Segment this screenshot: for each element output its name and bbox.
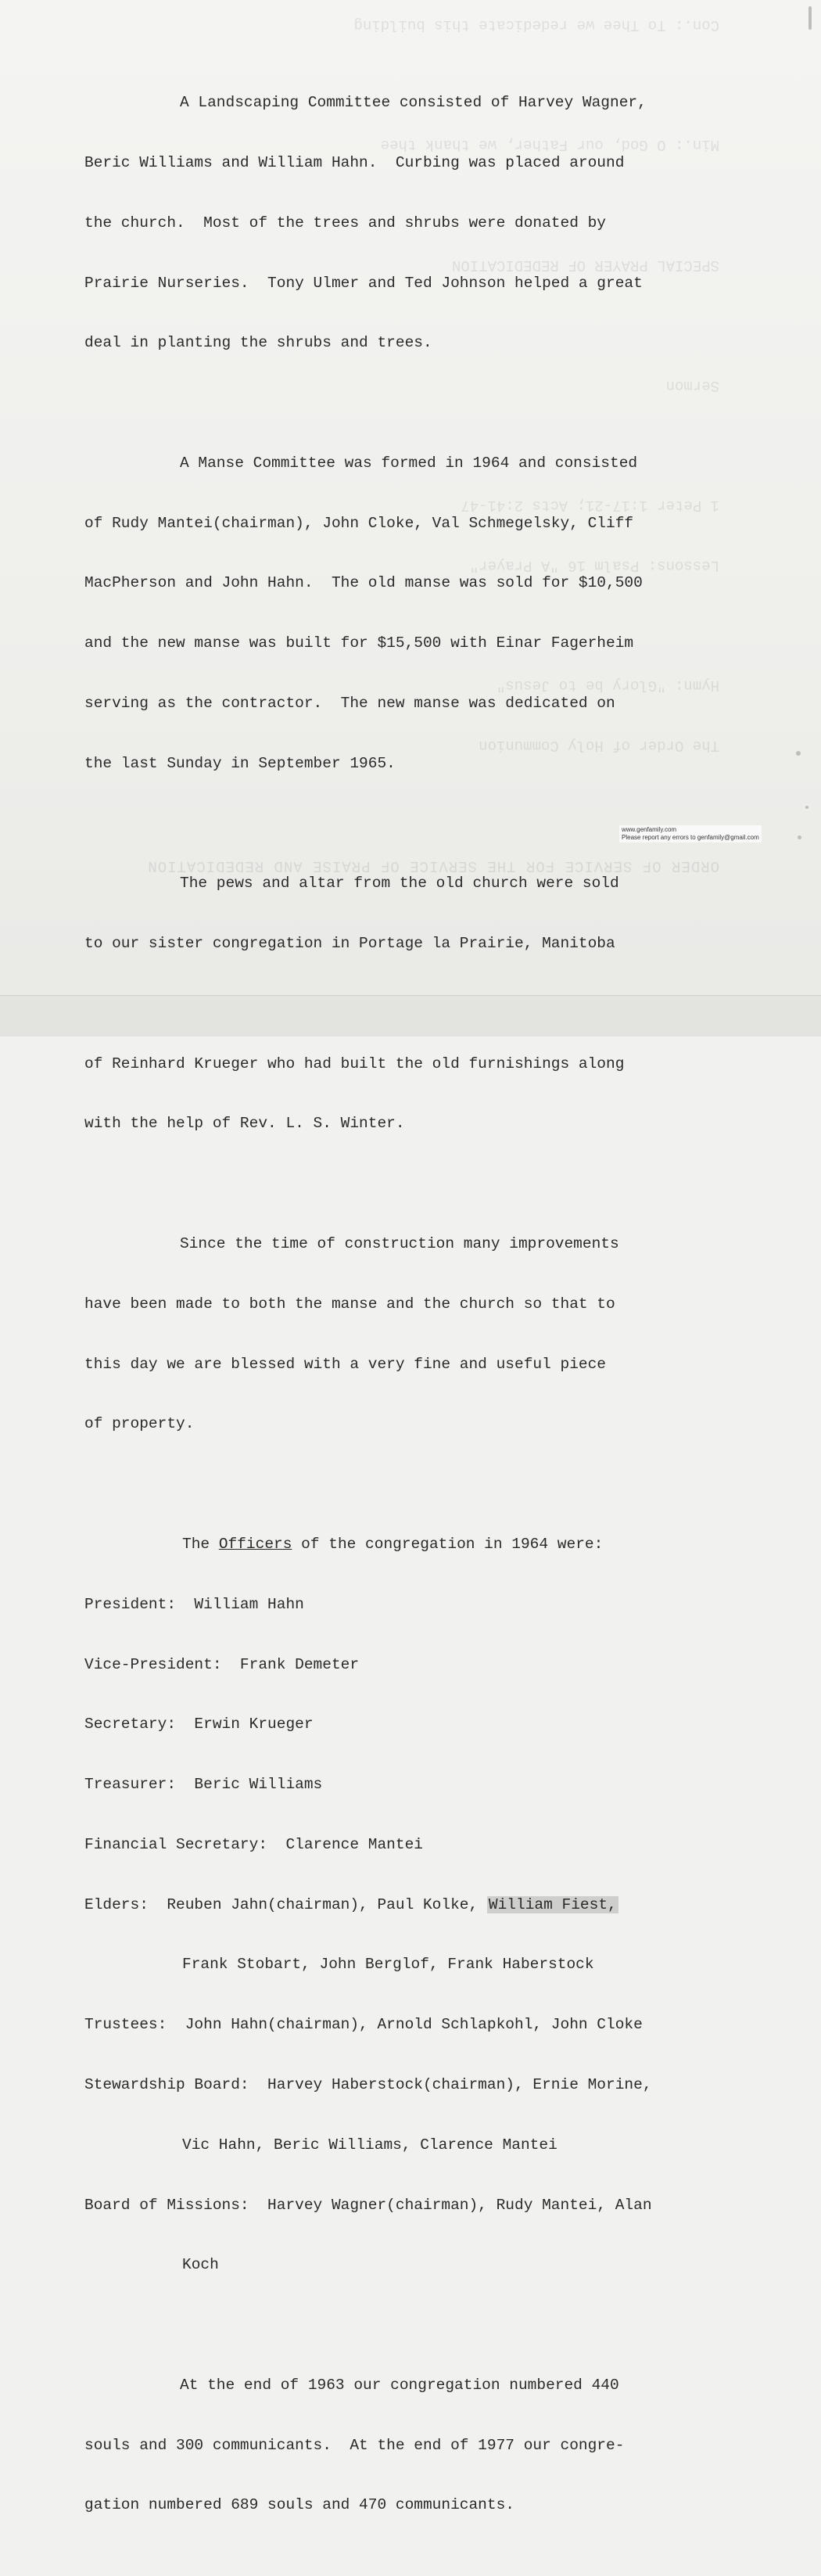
officer-trustees: Trustees: John Hahn(chairman), Arnold Schlapkohl, John Cloke	[84, 2016, 643, 2034]
text-line: gation numbered 689 souls and 470 communicants.	[84, 2496, 514, 2514]
text-line: serving as the contractor. The new manse was dedicated on	[84, 695, 615, 712]
officer-financial-secretary: Financial Secretary: Clarence Mantei	[84, 1835, 423, 1853]
text-line: Prairie Nurseries. Tony Ulmer and Ted Johnson helped a great	[84, 274, 643, 292]
officer-stewardship-cont: Vic Hahn, Beric Williams, Clarence Mantei	[182, 2136, 557, 2154]
bleed-heading: ORDER OF SERVICE FOR THE SERVICE OF PRAISE AND REDEDICATION	[147, 857, 719, 875]
paragraph-landscaping	[84, 53, 710, 393]
officer-stewardship: Stewardship Board: Harvey Haberstock(chairman), Ernie Morine,	[84, 2075, 652, 2093]
text-line: of property.	[84, 1415, 195, 1433]
bleed-line: Sermon	[665, 376, 719, 394]
text-line: A Landscaping Committee consisted of Harvey Wagner,	[180, 94, 647, 112]
bleed-line: SPECIAL PRAYER OF REDEDICATION	[451, 257, 719, 274]
officer-missions: Board of Missions: Harvey Wagner(chairman), Rudy Mantei, Alan	[84, 2196, 652, 2214]
typewritten-text	[84, 53, 710, 2576]
text-line: and the new manse was built for $15,500 with Einar Fagerheim	[84, 634, 634, 652]
officer-elders-cont: Frank Stobart, John Berglof, Frank Haberstock	[182, 1956, 594, 1974]
paragraph-membership	[84, 2336, 710, 2556]
officer-missions-cont: Koch	[182, 2256, 219, 2274]
paper-speck	[796, 751, 801, 756]
bleed-line: The Order of Holy Communion	[479, 737, 719, 755]
officer-president: President: William Hahn	[84, 1595, 304, 1613]
paragraph-manse	[84, 414, 710, 814]
text-line: MacPherson and John Hahn. The old manse was sold for $10,500	[84, 574, 643, 592]
officers-underlined-word: Officers	[218, 1535, 292, 1553]
text-line: to our sister congregation in Portage la Prairie, Manitoba	[84, 935, 615, 953]
text-line: of Reinhard Krueger who had built the old furnishings along	[84, 1054, 625, 1072]
text-line: Since the time of construction many improvements	[180, 1235, 619, 1253]
scanner-bottom-edge	[0, 995, 821, 1037]
bleed-line: Hymn: "Glory be to Jesus"	[496, 677, 719, 695]
officer-elders: Elders: Reuben Jahn(chairman), Paul Kolke, William Fiest,	[84, 1895, 617, 1913]
bleed-line: Lessons: Psalm 16 "A Prayer"	[469, 556, 719, 574]
text-line: the last Sunday in September 1965.	[84, 754, 396, 772]
officer-secretary: Secretary: Erwin Krueger	[84, 1716, 314, 1734]
text-line: the church. Most of the trees and shrubs were donated by	[84, 214, 607, 232]
text-line: souls and 300 communicants. At the end of 1977 our congre-	[84, 2436, 625, 2454]
text-line: The pews and altar from the old church were sold	[180, 875, 619, 893]
paper-edge-mark	[808, 6, 812, 30]
website-watermark: www.genfamily.com Please report any errors to genfamily@gmail.com	[619, 825, 762, 842]
highlighted-name: William Fiest,	[488, 1895, 617, 1913]
text-line: deal in planting the shrubs and trees.	[84, 334, 432, 352]
officers-intro: The Officers of the congregation in 1964 were:	[182, 1535, 604, 1553]
officers-list	[84, 1495, 710, 2316]
bleed-line: Min.: O God, our Father, we thank thee	[380, 136, 719, 154]
text-line: this day we are blessed with a very fine and useful piece	[84, 1355, 607, 1373]
text-line: At the end of 1963 our congregation numbered 440	[180, 2376, 619, 2394]
paper-speck	[805, 806, 808, 809]
text-line: of Rudy Mantei(chairman), John Cloke, Val Schmegelsky, Cliff	[84, 514, 634, 532]
paragraph-improvements	[84, 1195, 710, 1475]
officer-treasurer: Treasurer: Beric Williams	[84, 1776, 323, 1794]
paper-speck	[798, 835, 801, 839]
text-line: have been made to both the manse and the church so that to	[84, 1295, 615, 1313]
bleed-line: 1 Peter 1:17-21; Acts 2:41-47	[461, 497, 719, 515]
text-line: Beric Williams and William Hahn. Curbing was placed around	[84, 153, 625, 171]
text-line: with the help of Rev. L. S. Winter.	[84, 1115, 405, 1133]
officer-vice-president: Vice-President: Frank Demeter	[84, 1655, 360, 1673]
bleed-line: Con.: To Thee we rededicate this building	[353, 16, 719, 34]
text-line: A Manse Committee was formed in 1964 and consisted	[180, 454, 638, 472]
